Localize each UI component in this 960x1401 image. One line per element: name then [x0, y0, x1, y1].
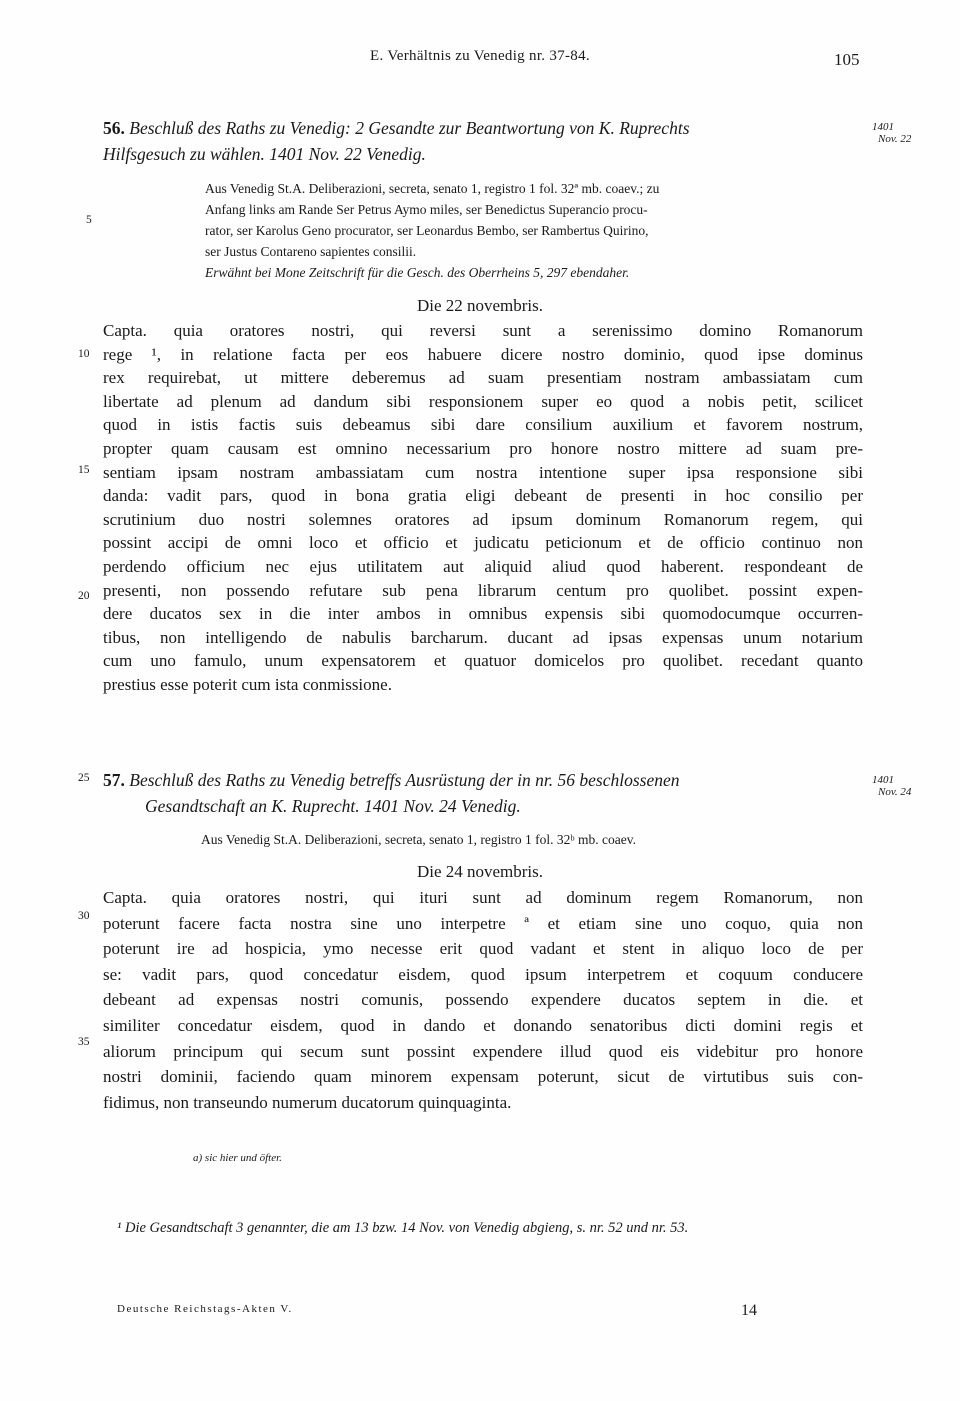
line-number: 15: [78, 464, 90, 476]
footer-series: Deutsche Reichstags-Akten V.: [117, 1303, 293, 1315]
doc56-body-line: danda: vadit pars, quod in bona gratia eligi debeant de presenti in hoc consilio per: [103, 486, 863, 506]
doc56-day: Die 22 novembris.: [416, 296, 544, 315]
footer-signature: 14: [741, 1302, 757, 1319]
doc56-title-text-1: Beschluß des Raths zu Venedig: 2 Gesandte zur Beantwortung von K. Ruprechts: [129, 118, 690, 138]
doc57-margin-day: Nov. 24: [878, 786, 912, 798]
doc56-body-line: rex requirebat, ut mittere deberemus ad suam presentiam nostram ambassiatam cum: [103, 368, 863, 388]
doc56-number: 56.: [103, 118, 125, 138]
doc56-source-line: Aus Venedig St.A. Deliberazioni, secreta, senato 1, registro 1 fol. 32ª mb. coaev.; zu: [205, 181, 660, 196]
line-number: 10: [78, 348, 90, 360]
footnote-1: ¹ Die Gesandtschaft 3 genannter, die am 13 bzw. 14 Nov. von Venedig abgieng, s. nr. 52 und nr. 53.: [117, 1220, 689, 1236]
footnote-a: a) sic hier und öfter.: [193, 1152, 282, 1164]
doc56-margin-year: 1401: [872, 121, 894, 133]
doc56-body-line: tibus, non intelligendo de nabulis barcharum. ducant ad ipsas expensas unum notarium: [103, 627, 863, 647]
doc57-body-line: poterunt facere facta nostra sine uno interpetre ª et etiam sine uno coquo, quia non: [103, 913, 863, 933]
doc56-body-line: perdendo officium nec ejus utilitatem aut aliquid aliud quod haberent. respondeant de: [103, 557, 863, 576]
doc57-source: Aus Venedig St.A. Deliberazioni, secreta, senato 1, registro 1 fol. 32ᵇ mb. coaev.: [201, 832, 636, 847]
line-number: 35: [78, 1036, 90, 1048]
doc56-body-line: scrutinium duo nostri solemnes oratores ad ipsum dominum Romanorum regem, qui: [103, 509, 863, 529]
doc57-body-line: nostri dominii, faciendo quam minorem expensam poterunt, sicut de virtutibus suis con-: [103, 1067, 863, 1087]
doc56-title-line2: Hilfsgesuch zu wählen. 1401 Nov. 22 Venedig.: [103, 144, 426, 164]
doc56-title-line1: [103, 118, 690, 139]
doc56-body-line: quod in istis factis suis debeamus sibi dare consilium auxilium et favorem nostrum,: [103, 415, 863, 435]
doc56-body-line: Capta. quia oratores nostri, qui reversi sunt a serenissimo domino Romanorum: [103, 321, 863, 340]
doc57-body-line: debeant ad expensas nostri comunis, possendo expendere ducatos septem in die. et: [103, 990, 863, 1010]
doc56-body-line: libertate ad plenum ad dandum sibi responsionem super eo quod a nobis petit, scilicet: [103, 391, 863, 411]
doc57-number: 57.: [103, 770, 125, 790]
line-number: 20: [78, 590, 90, 602]
doc56-source-line: Anfang links am Rande Ser Petrus Aymo miles, ser Benedictus Superancio procu-: [205, 202, 648, 217]
page-number: 105: [834, 50, 860, 69]
doc56-source-line: rator, ser Karolus Geno procurator, ser Leonardus Bembo, ser Rambertus Quirino,: [205, 223, 649, 238]
doc56-body-line: dere ducatos sex in die inter ambos in omnibus expensis sibi quomodocumque occurren-: [103, 604, 863, 624]
doc57-body-line: se: vadit pars, quod concedatur eisdem, quod ipsum interpetrem et coquum conducere: [103, 964, 863, 984]
line-number: 25: [78, 772, 90, 784]
doc56-margin-date: [872, 121, 911, 145]
doc57-title-text-1: Beschluß des Raths zu Venedig betreffs Ausrüstung der in nr. 56 beschlossenen: [129, 770, 680, 790]
doc57-body-line: poterunt ire ad hospicia, ymo necesse erit quod vadant et stent in aliquo loco de per: [103, 939, 863, 959]
doc57-day: Die 24 novembris.: [416, 862, 544, 881]
line-number: 30: [78, 910, 90, 922]
line-number: 5: [86, 214, 92, 226]
doc56-body-line: possint accipi de omni loco et officio et judicatu peticionum et de officio continuo non: [103, 533, 863, 553]
doc57-body-line: Capta. quia oratores nostri, qui ituri sunt ad dominum regem Romanorum, non: [103, 888, 863, 907]
doc57-margin-date: [872, 774, 911, 798]
doc57-body-line: similiter concedatur eisdem, quod in dando et donando senatoribus dicti domini regis et: [103, 1016, 863, 1035]
doc56-body-line: propter quam causam est omnino necessarium pro honore nostro mittere ad suam pre-: [103, 439, 863, 458]
doc56-body-line: prestius esse poterit cum ista conmissione.: [103, 675, 392, 694]
doc57-body-line: aliorum principum qui secum sunt possint expendere illud quod eis videbitur pro honore: [103, 1041, 863, 1061]
doc57-body-line: fidimus, non transeundo numerum ducatorum quinquaginta.: [103, 1092, 512, 1112]
doc56-margin-day: Nov. 22: [878, 133, 912, 145]
doc56-body-line: cum uno famulo, unum expensatorem et quatuor domicelos pro quolibet. recedant quanto: [103, 651, 863, 671]
doc56-body-line: rege ¹, in relatione facta per eos habuere dicere nostro dominio, quod ipse dominus: [103, 344, 863, 364]
doc57-margin-year: 1401: [872, 774, 894, 786]
doc57-title-line2: Gesandtschaft an K. Ruprecht. 1401 Nov. 24 Venedig.: [145, 796, 521, 816]
doc56-mention: Erwähnt bei Mone Zeitschrift für die Gesch. des Oberrheins 5, 297 ebendaher.: [205, 265, 630, 280]
doc56-body-line: sentiam ipsam nostram ambassiatam cum nostra intentione super ipsa responsione sibi: [103, 462, 863, 482]
doc56-body-line: presenti, non possendo refutare sub pena librarum centum pro quolibet. possint expen-: [103, 580, 863, 600]
doc56-source-line: ser Justus Contareno sapientes consilii.: [205, 244, 417, 259]
doc57-title-line1: [103, 770, 679, 791]
running-title: E. Verhältnis zu Venedig nr. 37-84.: [370, 48, 590, 64]
